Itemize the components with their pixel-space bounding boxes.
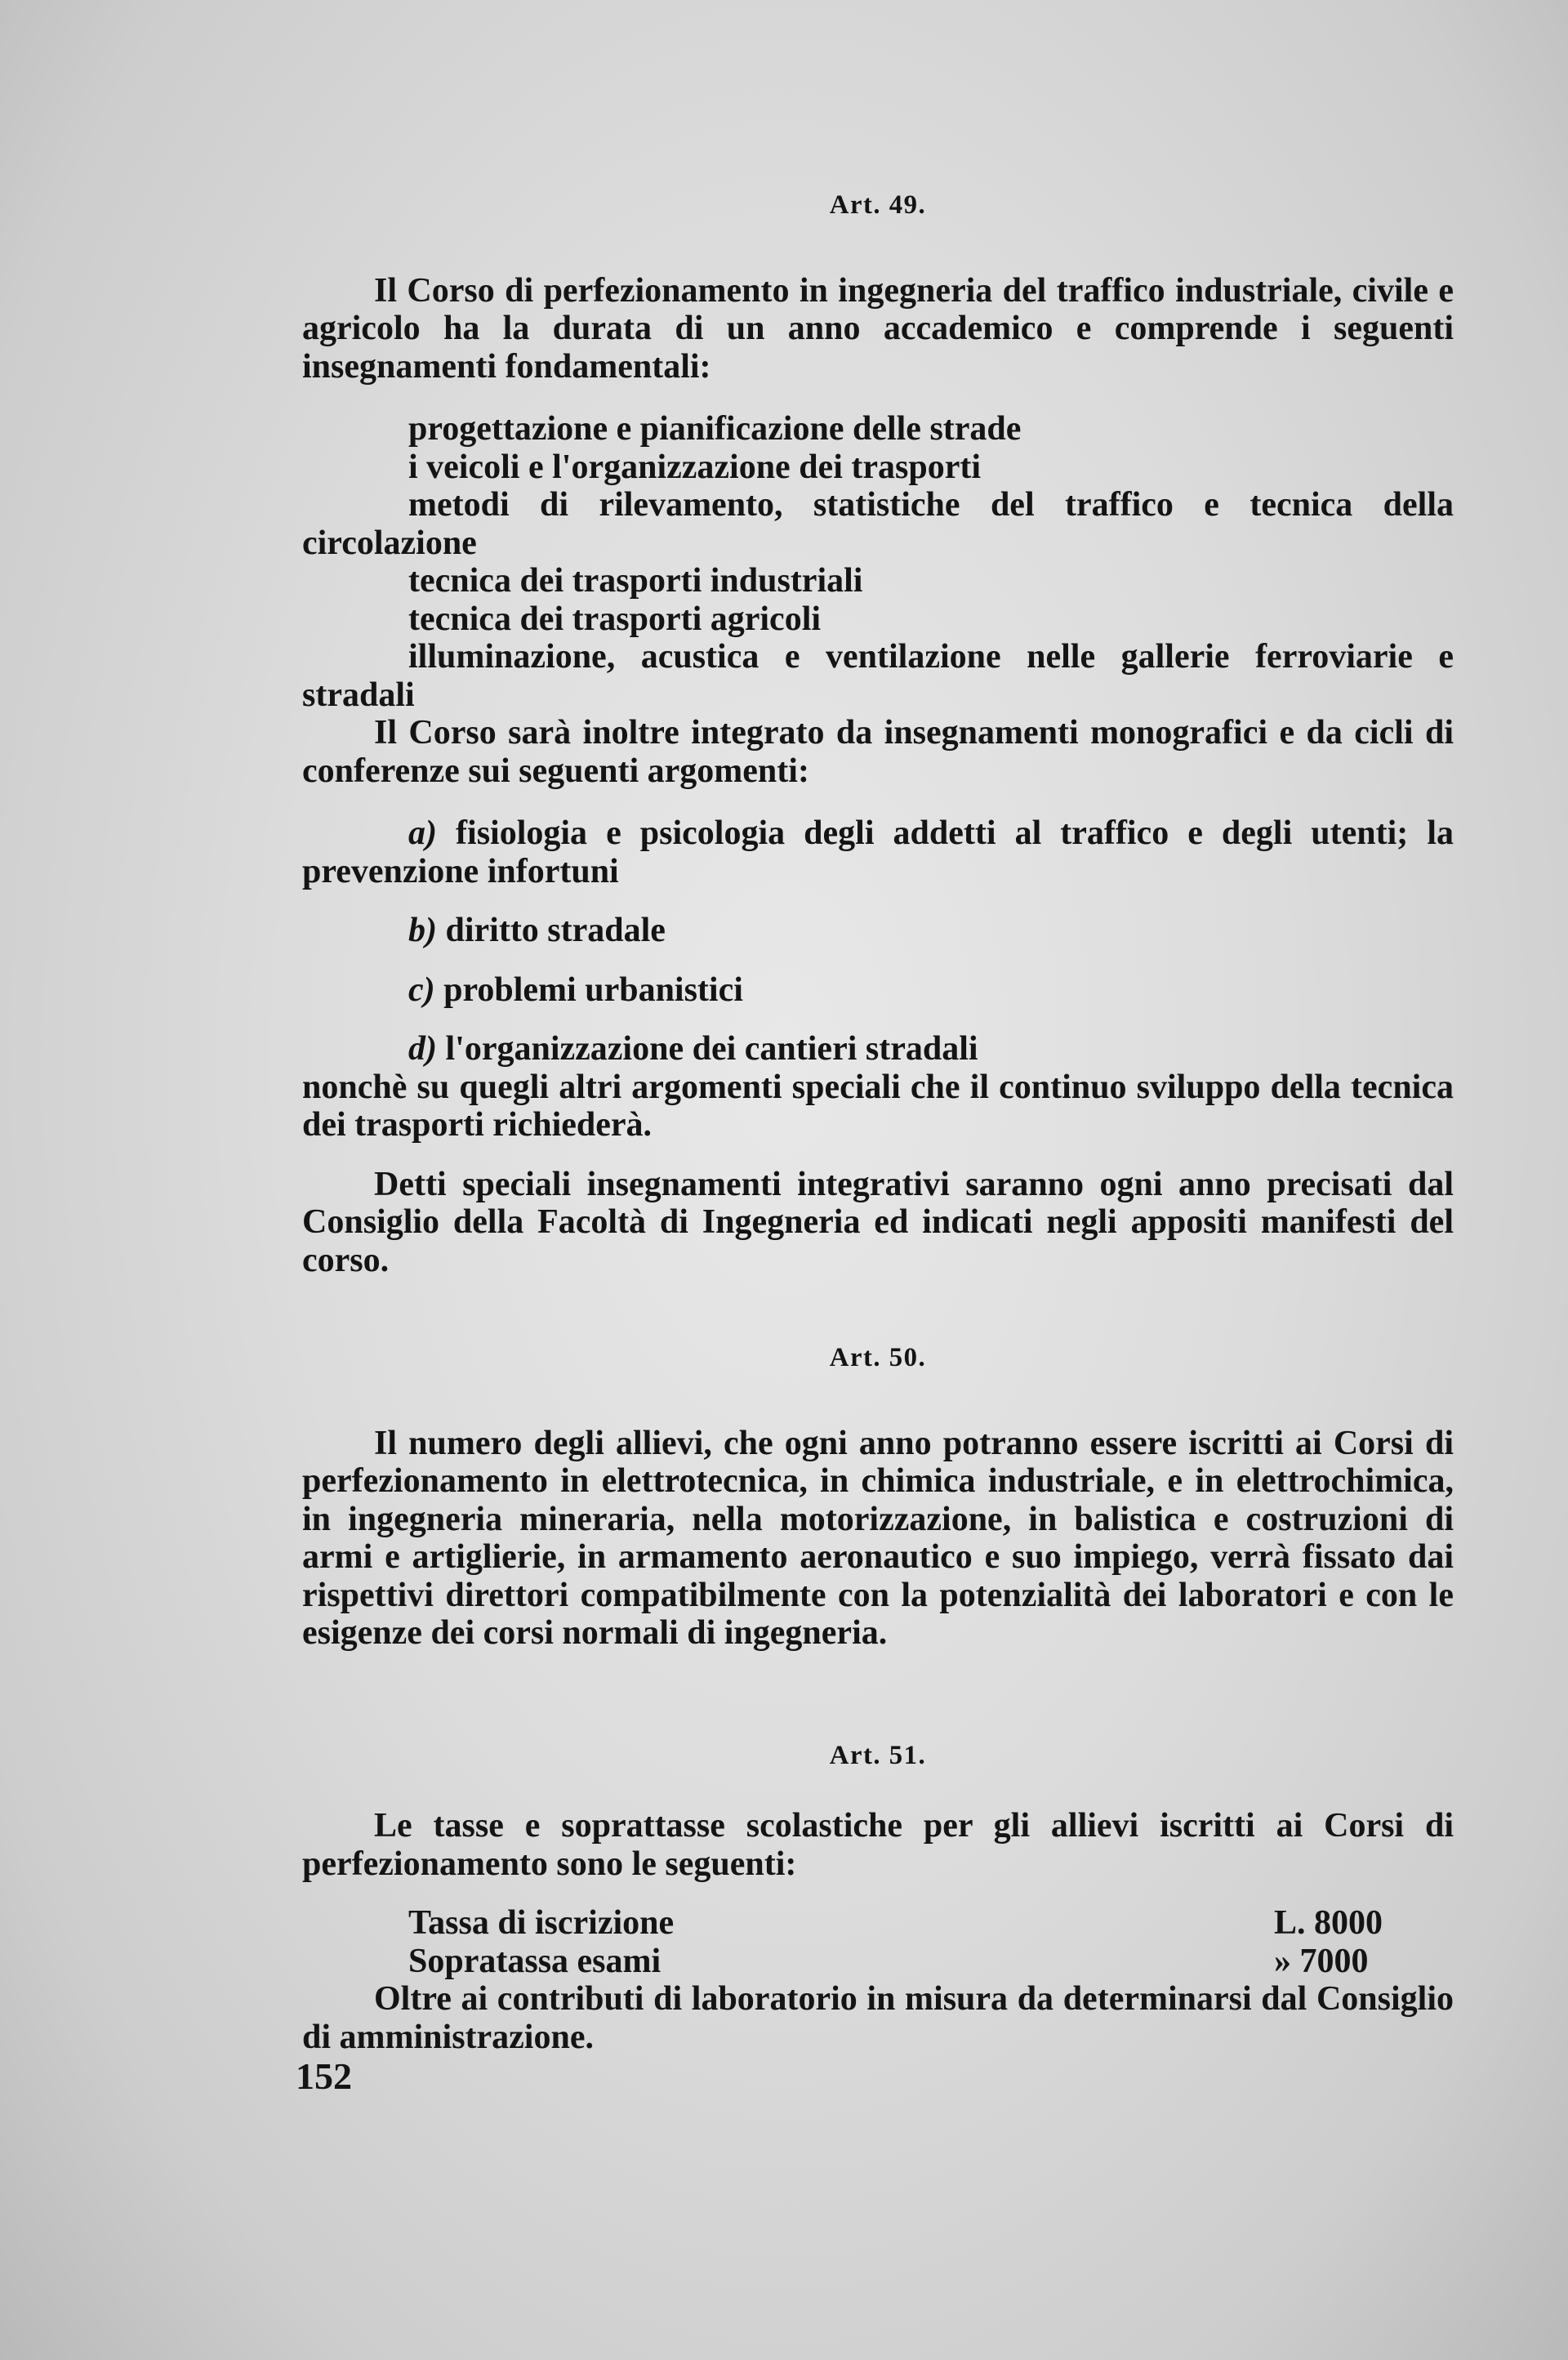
document-body: [302, 184, 1454, 2056]
topic-item-a: [302, 814, 1454, 890]
topic-text-d: l'organizzazione dei cantieri stradali: [445, 1030, 978, 1068]
fee-amount: » 7000: [1274, 1942, 1369, 1980]
topic-letter-d: d): [408, 1030, 437, 1068]
fee-row-exams: [302, 1943, 1454, 1981]
article-51-heading: [302, 1734, 1454, 1775]
topic-text-c: problemi urbanistici: [443, 970, 743, 1009]
article-51-closing: Oltre ai contributi di laboratorio in misura da determinarsi dal Consiglio di amministrazione.: [302, 1980, 1454, 2056]
fee-amount: L. 8000: [1274, 1904, 1383, 1942]
article-51-heading-text: Art. 51.: [829, 1740, 927, 1770]
subject-item: tecnica dei trasporti industriali: [408, 562, 863, 600]
article-50-heading: [302, 1336, 1454, 1377]
subject-item: metodi di rilevamento, statistiche del traffico e tecnica della circolazione: [302, 486, 1454, 562]
topic-letter-a: a): [408, 814, 437, 852]
article-50-body: Il numero degli allievi, che ogni anno potranno essere iscritti ai Corsi di perfezionamento in elettrotecnica, in chimica industriale, e in elettrochimica, in ingegneria mineraria, nella motorizzazione, in balistica e costruzioni di armi e artiglierie, in armamento aeronautico e suo impiego, verrà fissato dai rispettivi direttori compatibilmente con la potenzialità dei laboratori e con le esigenze dei corsi normali di ingegneria.: [302, 1424, 1454, 1652]
topic-item-c: [302, 971, 1454, 1010]
subject-item: progettazione e pianificazione delle strade: [408, 410, 1022, 448]
article-49-heading-text: Art. 49.: [829, 190, 927, 220]
topic-item-d: [302, 1030, 1454, 1068]
topic-letter-c: c): [408, 970, 435, 1009]
article-49-closing: nonchè su quegli altri argomenti speciali che il continuo sviluppo della tecnica dei trasporti richiederà.: [302, 1068, 1454, 1144]
topic-text-b: diritto stradale: [445, 912, 666, 949]
article-49-note: Detti speciali insegnamenti integrativi saranno ogni anno precisati dal Consiglio della Facoltà di Ingegneria ed indicati negli appositi manifesti del corso.: [302, 1165, 1454, 1279]
article-49-intro: Il Corso di perfezionamento in ingegneria del traffico industriale, civile e agricolo ha la durata di un anno accademico e comprende i seguenti insegnamenti fondamentali:: [302, 271, 1454, 386]
article-49-supplement: Il Corso sarà inoltre integrato da insegnamenti monografici e da cicli di conferenze sui seguenti argomenti:: [302, 714, 1454, 790]
article-50-heading-text: Art. 50.: [829, 1343, 927, 1372]
topic-text-a: fisiologia e psicologia degli addetti al traffico e degli utenti; la prevenzione infortuni: [302, 814, 1454, 890]
subject-item: i veicoli e l'organizzazione dei trasporti: [408, 448, 981, 486]
article-51-intro: Le tasse e soprattasse scolastiche per gli allievi iscritti ai Corsi di perfezionamento sono le seguenti:: [302, 1807, 1454, 1883]
subject-item: tecnica dei trasporti agricoli: [408, 600, 822, 638]
fee-row-registration: [302, 1904, 1454, 1943]
subject-item: illuminazione, acustica e ventilazione nelle gallerie ferroviarie e stradali: [302, 638, 1454, 714]
topic-item-b: [302, 912, 1454, 950]
page-number: 152: [296, 2055, 352, 2097]
article-49-heading: [302, 184, 1454, 225]
fee-label: Tassa di iscrizione: [408, 1904, 675, 1942]
fee-label: Sopratassa esami: [408, 1942, 662, 1980]
topic-letter-b: b): [408, 912, 437, 949]
